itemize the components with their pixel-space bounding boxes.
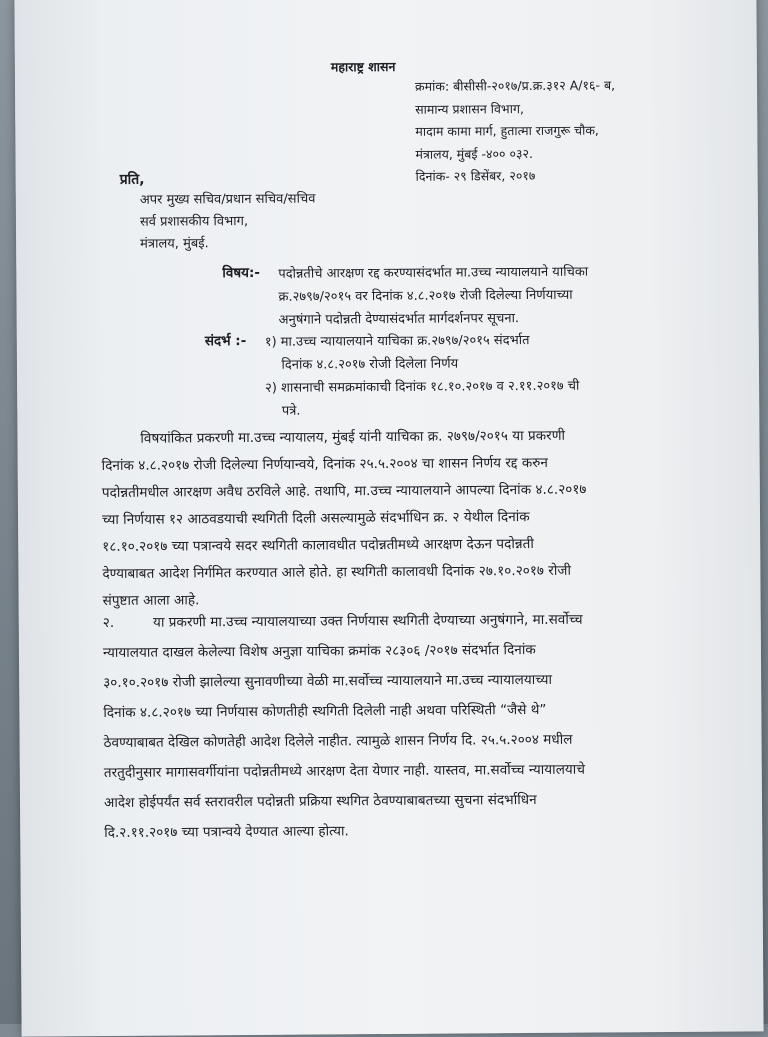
paragraph-line: पदोन्नतीमधील आरक्षण अवैध ठरविले आहे. तथापि, मा.उच्च न्यायालयाने आपल्या दिनांक ४.८.२०१७ (101, 481, 587, 502)
paragraph-line: न्यायालयात दाखल केलेल्या विशेष अनुज्ञा याचिका क्रमांक २८३०६ /२०१७ संदर्भात दिनांक (102, 641, 536, 662)
paragraph-1 (101, 423, 587, 615)
reference-line: सामान्य प्रशासन विभाग, (415, 100, 524, 117)
paragraph-line: दिनांक ४.८.२०१७ रोजी दिलेल्या निर्णयान्वये, दिनांक २५.५.२००४ चा शासन निर्णय रद्द करुन (101, 454, 548, 475)
paragraph-line: देण्याबाबत आदेश निर्गमित करण्यात आले होते. हा स्थगिती कालावधी दिनांक २७.१०.२०१७ रोजी (102, 562, 572, 583)
subject-line: पदोन्नतीचे आरक्षण रद्द करण्यासंदर्भात मा.उच्च न्यायालयाने याचिका (278, 264, 589, 282)
paragraph-line: १८.१०.२०१७ च्या पत्रान्वये सदर स्थगिती कालावधीत पदोन्नतीमध्ये आरक्षण देऊन पदोन्नती (102, 535, 534, 556)
reference-item: पत्रे. (265, 403, 301, 419)
letter-header: महाराष्ट्र शासन (330, 58, 396, 75)
reference-item: २) शासनाची समक्रमांकाची दिनांक १८.१०.२०१७ व २.११.२०१७ ची (265, 378, 580, 396)
reference-item: दिनांक ४.८.२०१७ रोजी दिलेला निर्णय (264, 356, 459, 373)
subject-block (278, 261, 588, 332)
reference-line: क्रमांक: बीसीसी-२०१७/प्र.क्र.३१२ A/१६- ब, (414, 77, 616, 94)
reference-item: १) मा.उच्च न्यायालयाने याचिका क्र.२७९७/२०१५ संदर्भात (264, 333, 530, 350)
paragraph-line: ठेवण्याबाबत देखिल कोणतेही आदेश दिलेले नाहीत. त्यामुळे शासन निर्णय दि. २५.५.२००४ मधील (103, 731, 573, 751)
subject-line: क्र.२७९७/२०१५ वर दिनांक ४.८.२०१७ रोजी दिलेल्या निर्णयाच्या (278, 287, 573, 305)
addressee-line: मंत्रालय, मुंबई. (140, 236, 209, 252)
reference-label: संदर्भ :- (204, 332, 247, 350)
addressee-line: सर्व प्रशासकीय विभाग, (139, 213, 249, 230)
to-label: प्रति, (119, 171, 145, 188)
paragraph-line: ३०.१०.२०१७ रोजी झालेल्या सुनावणीच्या वेळी मा.सर्वोच्च न्यायालयाने मा.उच्च न्यायालयाच्या (103, 671, 553, 691)
subject-label: विषय:- (222, 264, 261, 282)
paragraph-line: तरतुदीनुसार मागासवर्गीयांना पदोन्नतीमध्ये आरक्षण देता येणार नाही. यास्तव, मा.सर्वोच्च न्यायालयाचे (103, 761, 586, 781)
paragraph-line: २. या प्रकरणी मा.उच्च न्यायालयाच्या उक्त निर्णयास स्थगिती देण्याच्या अनुषंगाने, मा.सर्वोच्च (102, 611, 583, 632)
subject-line: अनुषंगाने पदोन्नती देण्यासंदर्भात मार्गदर्शनपर सूचना. (278, 311, 520, 328)
paragraph-line: दि.२.११.२०१७ च्या पत्रान्वये देण्यात आल्या होत्या. (104, 823, 349, 841)
reference-items (265, 329, 580, 423)
paragraph-line: विषयांकित प्रकरणी मा.उच्च न्यायालय, मुंबई यांनी याचिका क्र. २७९७/२०१५ या प्रकरणी (101, 427, 566, 448)
reference-line: मंत्रालय, मुंबई -४०० ०३२. (415, 145, 534, 162)
addressee-line: अपर मुख्य सचिव/प्रधान सचिव/सचिव (139, 191, 316, 208)
paragraph-line: आदेश होईपर्यंत सर्व स्तरावरील पदोन्नती प्रक्रिया स्थगित ठेवण्याबाबतच्या सुचना संदर्भाधिन (103, 791, 537, 811)
paragraph-line: संपुष्टात आला आहे. (102, 592, 200, 610)
paragraph-line: च्या निर्णयास १२ आठवडयाची स्थगिती दिली असल्यामुळे संदर्भाधिन क्र. २ येथील दिनांक (101, 509, 530, 529)
letter-page (14, 0, 763, 1037)
paragraph-2 (103, 605, 586, 848)
reference-block (415, 74, 616, 188)
reference-line: मादाम कामा मार्ग, हुतात्मा राजगुरू चौक, (415, 122, 599, 139)
reference-line: दिनांक- २९ डिसेंबर, २०१७ (415, 167, 536, 184)
addressee-block (140, 189, 316, 256)
paragraph-line: दिनांक ४.८.२०१७ च्या निर्णयास कोणतीही स्थगिती दिलेली नाही अथवा परिस्थिती “जैसे थे” (103, 701, 547, 721)
